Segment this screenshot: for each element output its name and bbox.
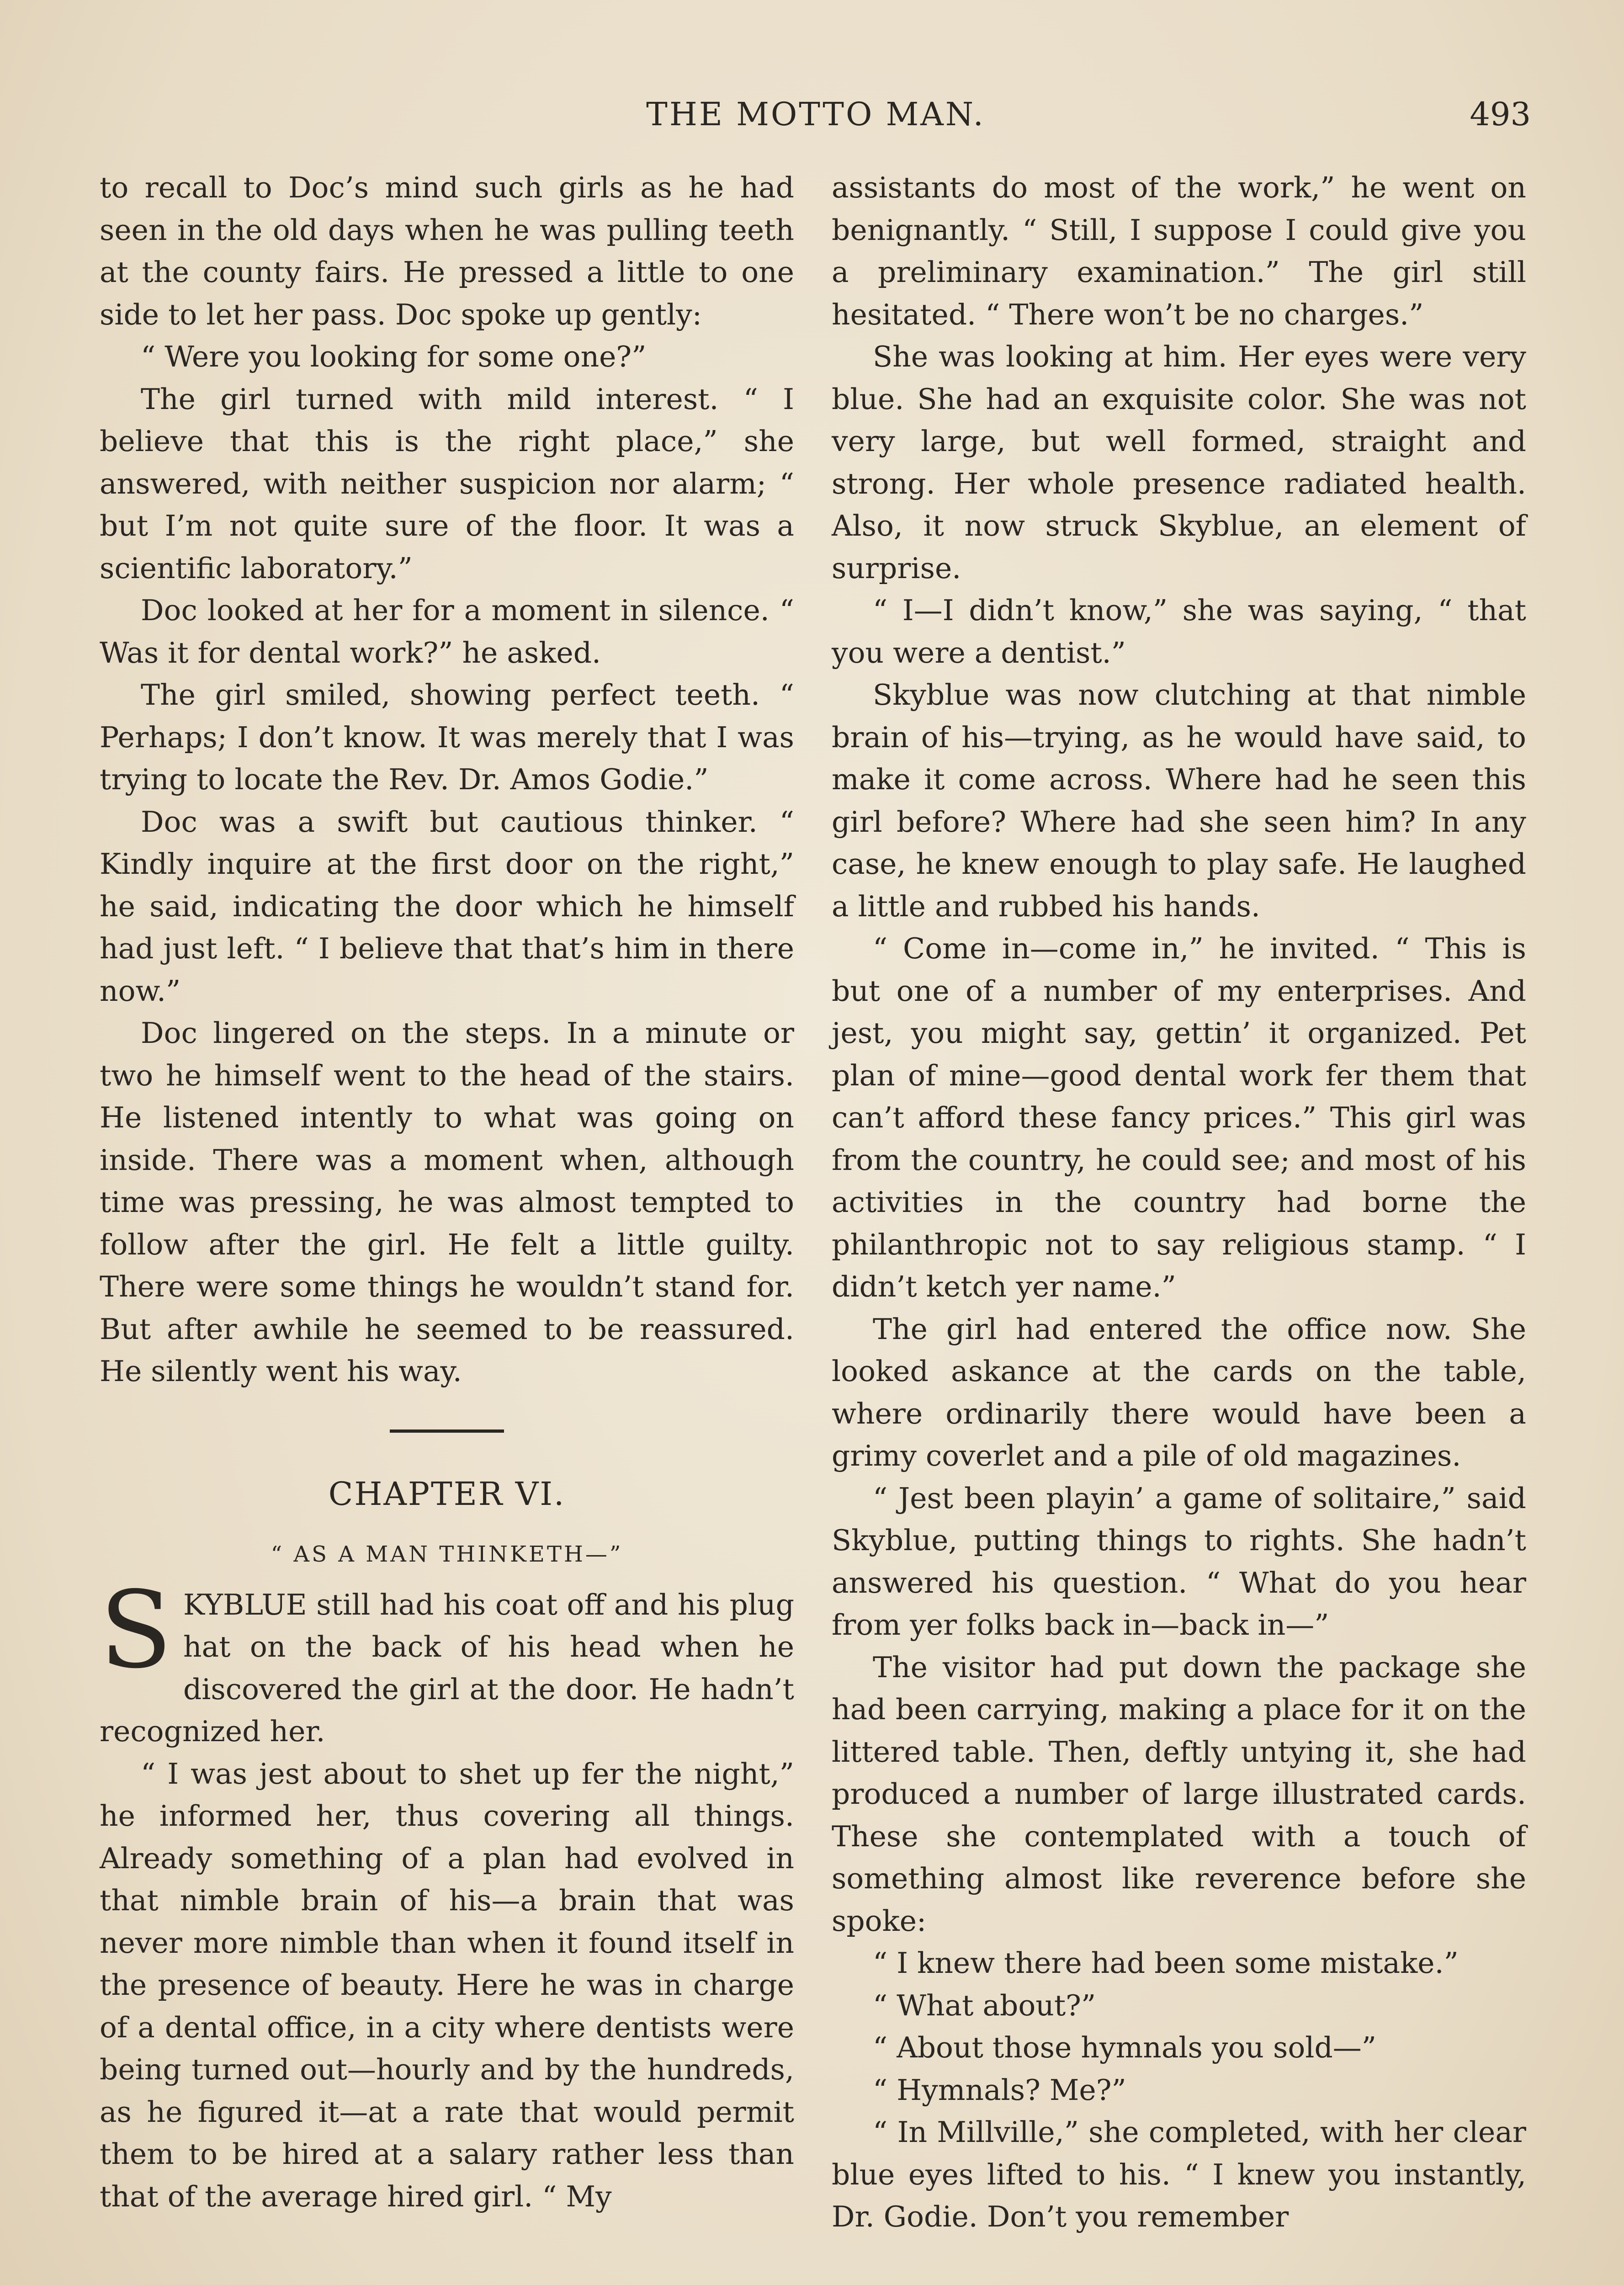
section-divider [390,1429,504,1433]
chapter-subtitle: “ AS A MAN THINKETH—” [271,1541,623,1567]
paragraph: to recall to Doc’s mind such girls as he had seen in the old days when he was pulling teeth at the county fairs. He pressed a little to one side to let her pass. Doc spoke up gently: [100,171,794,331]
paragraph: “ I—I didn’t know,” she was saying, “ that you were a dentist.” [832,594,1526,670]
paragraph: Doc was a swift but cautious thinker. “ Kindly inquire at the first door on the right,” he said, indicating the door which he himself had just left. “ I believe that that’s him in there now.” [100,805,794,1008]
paragraph: “ I was jest about to shet up fer the night,” he informed her, thus covering all things. Already something of a plan had evolved in that nimble brain of his—a brain that was never more nimble than when it found itself in the presence of beauty. Here he was in charge of a dental office, in a city where dentists were being turned out—hourly and by the hundreds, as he figured it—at a rate that would permit them to be hired at a salary rather less than that of the average hired girl. “ My [100,1757,794,2213]
paragraph: “ Hymnals? Me?” [873,2073,1126,2107]
paragraph: assistants do most of the work,” he went on benignantly. “ Still, I suppose I could give you a preliminary examination.” The girl still hesitated. “ There won’t be no charges.” [832,171,1526,331]
paragraph: “ About those hymnals you sold—” [873,2031,1376,2064]
page-header [101,89,1531,139]
paragraph: “ Come in—come in,” he invited. “ This is but one of a number of my enterprises. And jest, you might say, gettin’ it organized. Pet plan of mine—good dental work fer them that can’t afford these fancy prices.” This girl was from the country, he could see; and most of his activities in the country had borne the philanthropic not to say religious stamp. “ I didn’t ketch yer name.” [832,932,1526,1303]
paragraph: Skyblue was now clutching at that nimble brain of his—trying, as he would have said, to make it come across. Where had he seen this girl before? Where had she seen him? In any case, he knew enough to play safe. He laughed a little and rubbed his hands. [832,678,1526,923]
chapter-title: CHAPTER VI. [328,1475,566,1513]
chapter-first-text: KYBLUE still had his coat off and his plug hat on the back of his head when he discovered the girl at the door. He hadn’t recognized her. [100,1588,794,1748]
paragraph: The girl turned with mild interest. “ I believe that this is the right place,” she answered, with neither suspicion nor alarm; “ but I’m not quite sure of the floor. It was a scientific laboratory.” [100,382,794,585]
paragraph: Doc looked at her for a moment in silence. “ Was it for dental work?” he asked. [100,594,794,670]
left-column [100,167,794,2218]
drop-cap: S [100,1568,172,1692]
paragraph: “ What about?” [873,1988,1096,2022]
paragraph: Doc lingered on the steps. In a minute or two he himself went to the head of the stairs. He listened intently to what was going on inside. There was a moment when, although time was pressing, he was almost tempted to follow after the girl. He felt a little guilty. There were some things he wouldn’t stand for. But after awhile he seemed to be reassured. He silently went his way. [100,1016,794,1388]
paragraph: The girl had entered the office now. She looked askance at the cards on the table, where ordinarily there would have been a grimy coverlet and a pile of old magazines. [832,1312,1526,1472]
paragraph: “ Were you looking for some one?” [141,340,647,373]
running-title: THE MOTTO MAN. [646,96,985,133]
paragraph: “ Jest been playin’ a game of solitaire,” said Skyblue, putting things to rights. She hadn’t answered his question. “ What do you hear from yer folks back in—back in—” [832,1481,1526,1642]
right-column [832,167,1526,2238]
paragraph: “ In Millville,” she completed, with her clear blue eyes lifted to his. “ I knew you instantly, Dr. Godie. Don’t you remember [832,2115,1526,2233]
paragraph: The visitor had put down the package she had been carrying, making a place for it on the littered table. Then, deftly untying it, she had produced a number of large illustrated cards. These she contemplated with a touch of something almost like reverence before she spoke: [832,1650,1526,1938]
paragraph: The girl smiled, showing perfect teeth. “ Perhaps; I don’t know. It was merely that I was trying to locate the Rev. Dr. Amos Godie.” [100,678,794,796]
paragraph: She was looking at him. Her eyes were very blue. She had an exquisite color. She was not very large, but well formed, straight and strong. Her whole presence radiated health. Also, it now struck Skyblue, an element of surprise. [832,340,1526,585]
chapter-first-paragraph [100,1568,794,1753]
page-number: 493 [1470,96,1531,133]
paragraph: “ I knew there had been some mistake.” [873,1946,1459,1980]
